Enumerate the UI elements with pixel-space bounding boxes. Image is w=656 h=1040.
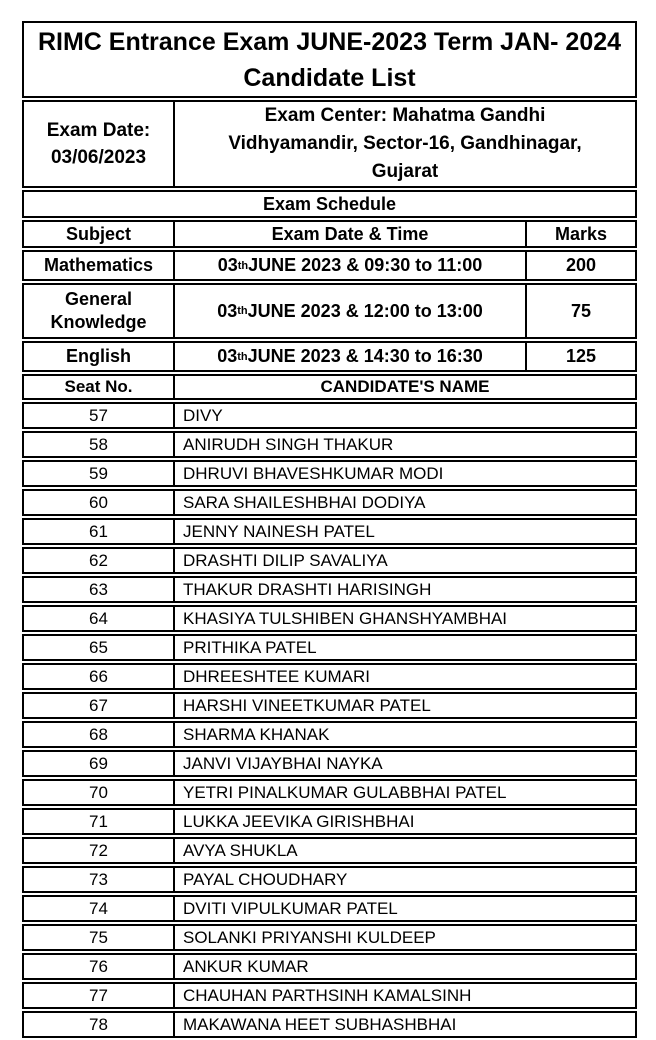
- exam-schedule-section-title: Exam Schedule: [22, 190, 637, 218]
- exam-date-cell: [24, 102, 175, 186]
- candidate-row: [22, 953, 637, 980]
- schedule-row-general-knowledge: [22, 283, 637, 339]
- candidate-name-header: CANDIDATE'S NAME: [320, 377, 490, 396]
- seat-number: 78: [24, 1013, 175, 1036]
- candidate-name: PRITHIKA PATEL: [183, 637, 317, 657]
- candidate-name: KHASIYA TULSHIBEN GHANSHYAMBHAI: [183, 608, 508, 628]
- seat-number: 66: [24, 665, 175, 688]
- candidate-name: CHAUHAN PARTHSINH KAMALSINH: [183, 985, 472, 1005]
- marks-cell: 200: [565, 255, 597, 275]
- exam-center-cell: Exam Center: Mahatma Gandhi Vidhyamandir, Sector-16, Gandhinagar, Gujarat: [228, 105, 582, 182]
- seat-number: 57: [24, 404, 175, 427]
- candidate-row: [22, 518, 637, 545]
- seat-number: 74: [24, 897, 175, 920]
- candidate-row: [22, 721, 637, 748]
- seat-number: 58: [24, 433, 175, 456]
- exam-info-row: [22, 100, 637, 188]
- candidate-name: LUKKA JEEVIKA GIRISHBHAI: [183, 811, 415, 831]
- candidate-row: [22, 547, 637, 574]
- datetime-cell: 03 th JUNE 2023 & 14:30 to 16:30: [175, 343, 527, 370]
- candidate-name: DHRUVI BHAVESHKUMAR MODI: [183, 463, 444, 483]
- seat-number: 72: [24, 839, 175, 862]
- candidate-name: DIVY: [183, 405, 223, 425]
- candidate-row: [22, 982, 637, 1009]
- candidate-row: [22, 750, 637, 777]
- exam-day: 03: [217, 300, 238, 321]
- page-title-line1: RIMC Entrance Exam JUNE-2023 Term JAN- 2024: [37, 27, 622, 56]
- seat-number: 65: [24, 636, 175, 659]
- candidate-name: ANIRUDH SINGH THAKUR: [183, 434, 394, 454]
- candidate-name: PAYAL CHOUDHARY: [183, 869, 348, 889]
- candidate-name: JENNY NAINESH PATEL: [183, 521, 375, 541]
- seat-number: 73: [24, 868, 175, 891]
- seat-number: 64: [24, 607, 175, 630]
- candidate-row: [22, 837, 637, 864]
- candidate-row: [22, 576, 637, 603]
- document-title-block: [22, 21, 637, 98]
- seat-number: 71: [24, 810, 175, 833]
- schedule-header-row: [22, 220, 637, 248]
- exam-day: 03: [217, 346, 238, 366]
- marks-header: Marks: [554, 223, 608, 244]
- candidate-row: [22, 866, 637, 893]
- datetime-cell: 03 th JUNE 2023 & 09:30 to 11:00: [175, 252, 527, 279]
- exam-day: 03: [217, 255, 238, 275]
- candidate-name: DVITI VIPULKUMAR PATEL: [183, 898, 398, 918]
- candidate-name: AVYA SHUKLA: [183, 840, 298, 860]
- datetime-header: Exam Date & Time: [175, 222, 527, 246]
- candidate-row: [22, 402, 637, 429]
- candidate-name: DHREESHTEE KUMARI: [183, 666, 371, 686]
- candidate-row: [22, 489, 637, 516]
- candidate-row: [22, 895, 637, 922]
- subject-cell: General Knowledge: [24, 285, 175, 337]
- seat-number: 70: [24, 781, 175, 804]
- subject-cell: Mathematics: [24, 252, 175, 279]
- candidate-row: [22, 924, 637, 951]
- marks-cell: 125: [565, 346, 597, 366]
- candidate-name: MAKAWANA HEET SUBHASHBHAI: [183, 1014, 457, 1034]
- candidate-header-row: [22, 374, 637, 400]
- candidate-row: [22, 460, 637, 487]
- page-title-line2: Candidate List: [243, 63, 416, 92]
- schedule-row-mathematics: [22, 250, 637, 281]
- exam-time: JUNE 2023 & 12:00 to 13:00: [247, 300, 483, 321]
- candidate-name: YETRI PINALKUMAR GULABBHAI PATEL: [183, 782, 507, 802]
- seat-number: 62: [24, 549, 175, 572]
- candidate-name: SOLANKI PRIYANSHI KULDEEP: [183, 927, 436, 947]
- candidate-row: [22, 605, 637, 632]
- candidate-name: DRASHTI DILIP SAVALIYA: [183, 550, 388, 570]
- seat-number: 75: [24, 926, 175, 949]
- seat-number: 77: [24, 984, 175, 1007]
- candidate-row: [22, 1011, 637, 1038]
- seat-number: 69: [24, 752, 175, 775]
- candidate-name: THAKUR DRASHTI HARISINGH: [183, 579, 432, 599]
- schedule-row-english: [22, 341, 637, 372]
- candidate-name: SHARMA KHANAK: [183, 724, 330, 744]
- candidate-name: ANKUR KUMAR: [183, 956, 309, 976]
- seat-no-header: Seat No.: [24, 376, 175, 398]
- datetime-cell: 03 th JUNE 2023 & 12:00 to 13:00: [175, 285, 527, 337]
- exam-time: JUNE 2023 & 09:30 to 11:00: [248, 255, 483, 275]
- seat-number: 76: [24, 955, 175, 978]
- seat-number: 67: [24, 694, 175, 717]
- exam-date-value: 03/06/2023: [50, 147, 147, 168]
- seat-number: 61: [24, 520, 175, 543]
- candidate-row: [22, 431, 637, 458]
- candidate-row: [22, 808, 637, 835]
- marks-cell: 75: [570, 300, 592, 321]
- exam-date-label: Exam Date:: [46, 120, 151, 141]
- seat-number: 60: [24, 491, 175, 514]
- seat-number: 59: [24, 462, 175, 485]
- candidate-row: [22, 634, 637, 661]
- candidate-name: HARSHI VINEETKUMAR PATEL: [183, 695, 431, 715]
- seat-number: 63: [24, 578, 175, 601]
- candidate-row: [22, 779, 637, 806]
- subject-header: Subject: [24, 222, 175, 246]
- seat-number: 68: [24, 723, 175, 746]
- candidate-row: [22, 692, 637, 719]
- candidate-name: JANVI VIJAYBHAI NAYKA: [183, 753, 383, 773]
- exam-time: JUNE 2023 & 14:30 to 16:30: [247, 346, 483, 366]
- subject-cell: English: [24, 343, 175, 370]
- candidate-row: [22, 663, 637, 690]
- candidate-name: SARA SHAILESHBHAI DODIYA: [183, 492, 426, 512]
- candidate-list-document: [22, 21, 637, 1040]
